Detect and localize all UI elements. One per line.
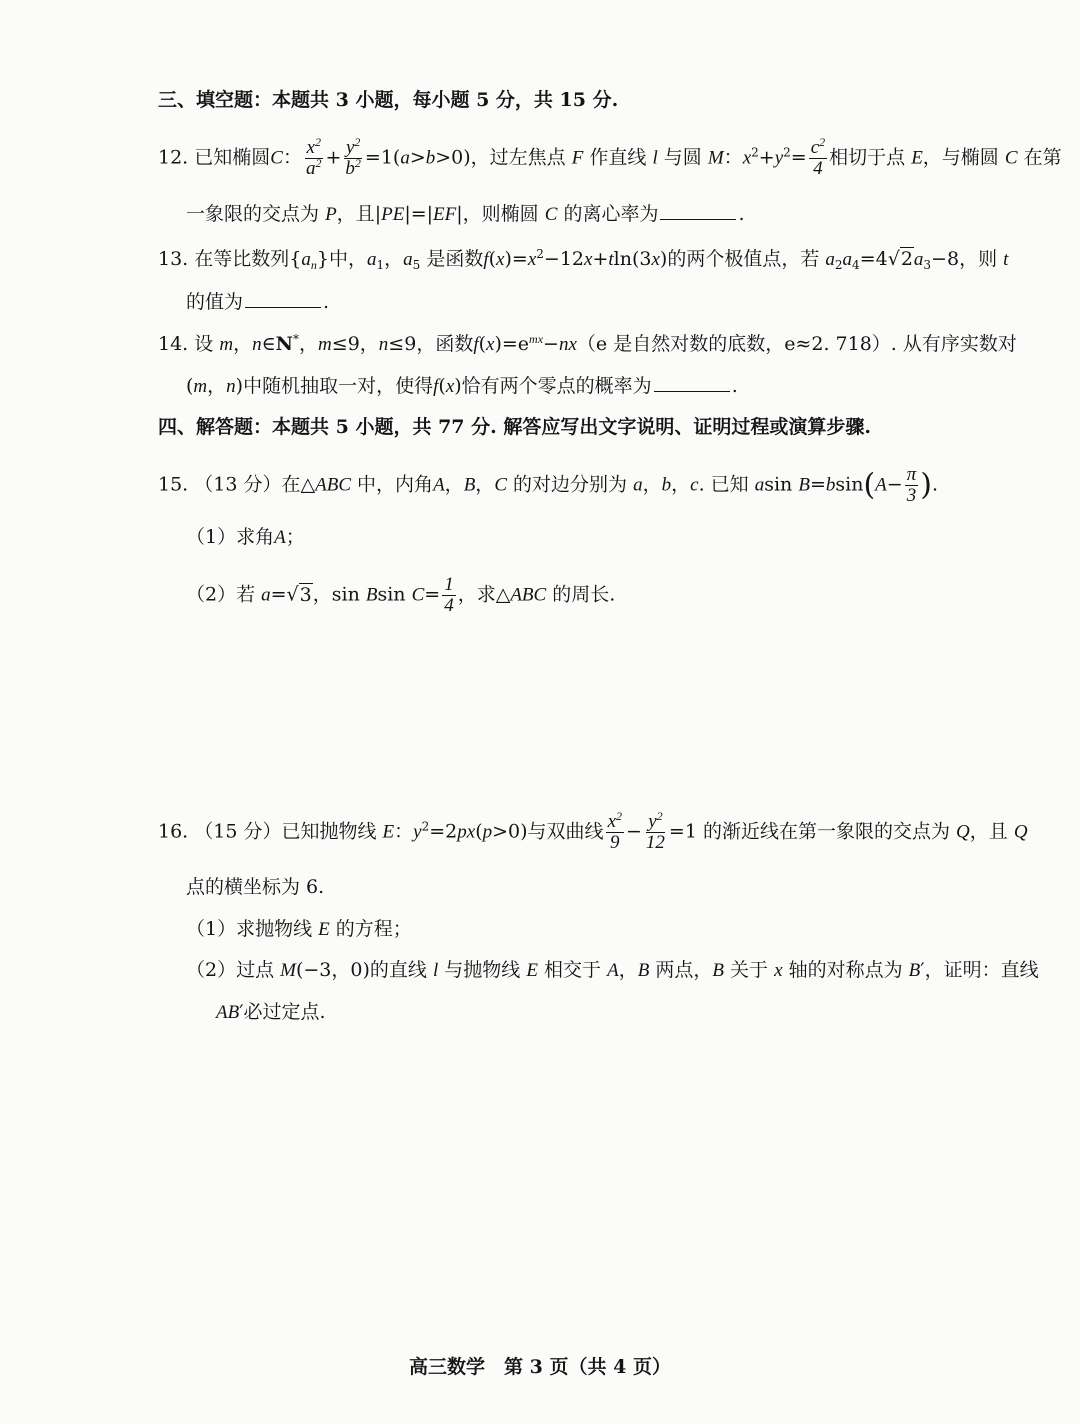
question-16-line-2: 点的横坐标为 6.	[186, 876, 325, 898]
section-heading-solve: 四、解答题：本题共 5 小题，共 77 分. 解答应写出文字说明、证明过程或演算步骤.	[158, 416, 871, 438]
question-16-part-2: （2）过点 M(−3，0)的直线 l 与抛物线 E 相交于 A，B 两点，B 关于 x 轴的对称点为 B′，证明：直线	[186, 959, 1039, 981]
question-16-part-2-line-2: AB′必过定点.	[216, 1001, 326, 1023]
page-footer: 高三数学 第 3 页（共 4 页）	[409, 1356, 671, 1378]
question-16-part-1: （1）求抛物线 E 的方程；	[186, 918, 412, 940]
question-13-line-1: 13. 在等比数列$\{a_n\}$中，$a_1$，$a_5$ 是函数$f(x)=x^2-12x+tln(3x)$的两个极值点，若 $a_2a_4=4√2a_3-8$，则 t	[158, 247, 1009, 272]
section-heading-fill-blank: 三、填空题：本题共 3 小题，每小题 5 分，共 15 分.	[158, 89, 619, 111]
question-14-line-2: (m，n)中随机抽取一对，使得f(x)恰有两个零点的概率为 .	[186, 369, 1010, 404]
question-14-line-1: 14. 设 m，n∈N*，m≤9，n≤9，函数$f(x)=e^{mx}-nx(e$ 是自然对数的底数，e≈2. 718）. 从有序实数对	[158, 332, 1017, 355]
question-12-line-2: 一象限的交点为 P，且|PE|=|EF|，则椭圆 C 的离心率为 .	[186, 197, 1010, 232]
question-13-line-2: 的值为 .	[186, 285, 1010, 319]
question-15-part-1: （1）求角A；	[186, 526, 305, 548]
question-16-line-1: 16. （15 分）已知抛物线 E：$y^2=2px(p>0)$与双曲线 $\frac{x^2}{9}$ − $\frac{y^2}{12}$ =1 的渐近线在第一象限的交点为 Q，且 Q	[158, 809, 1028, 853]
question-15-line-1: 15. （13 分）在△ABC 中，内角A，B，C 的对边分别为 a，b，c. 已知 asin B=bsin(A− $\frac{\pi}{3}$ ).	[158, 464, 938, 506]
answer-blank-14[interactable]	[654, 371, 730, 392]
answer-blank-13[interactable]	[245, 287, 321, 308]
question-15-part-2: （2）若 a=√3，sin Bsin C= $\frac{1}{4}$ ，求△ABC 的周长.	[186, 574, 616, 616]
question-12-line-1: 12. 已知椭圆C： $\frac{x^2}{a^2}$ + $\frac{y^2}{b^2}$ =1(a>b>0)，过左焦点 F 作直线 l 与圆 M：$x^2+y^2=$ $\frac{c^2}{4}$ 相切于点 E，与椭圆 C 在第	[158, 135, 1062, 179]
answer-blank-12[interactable]	[660, 199, 736, 220]
